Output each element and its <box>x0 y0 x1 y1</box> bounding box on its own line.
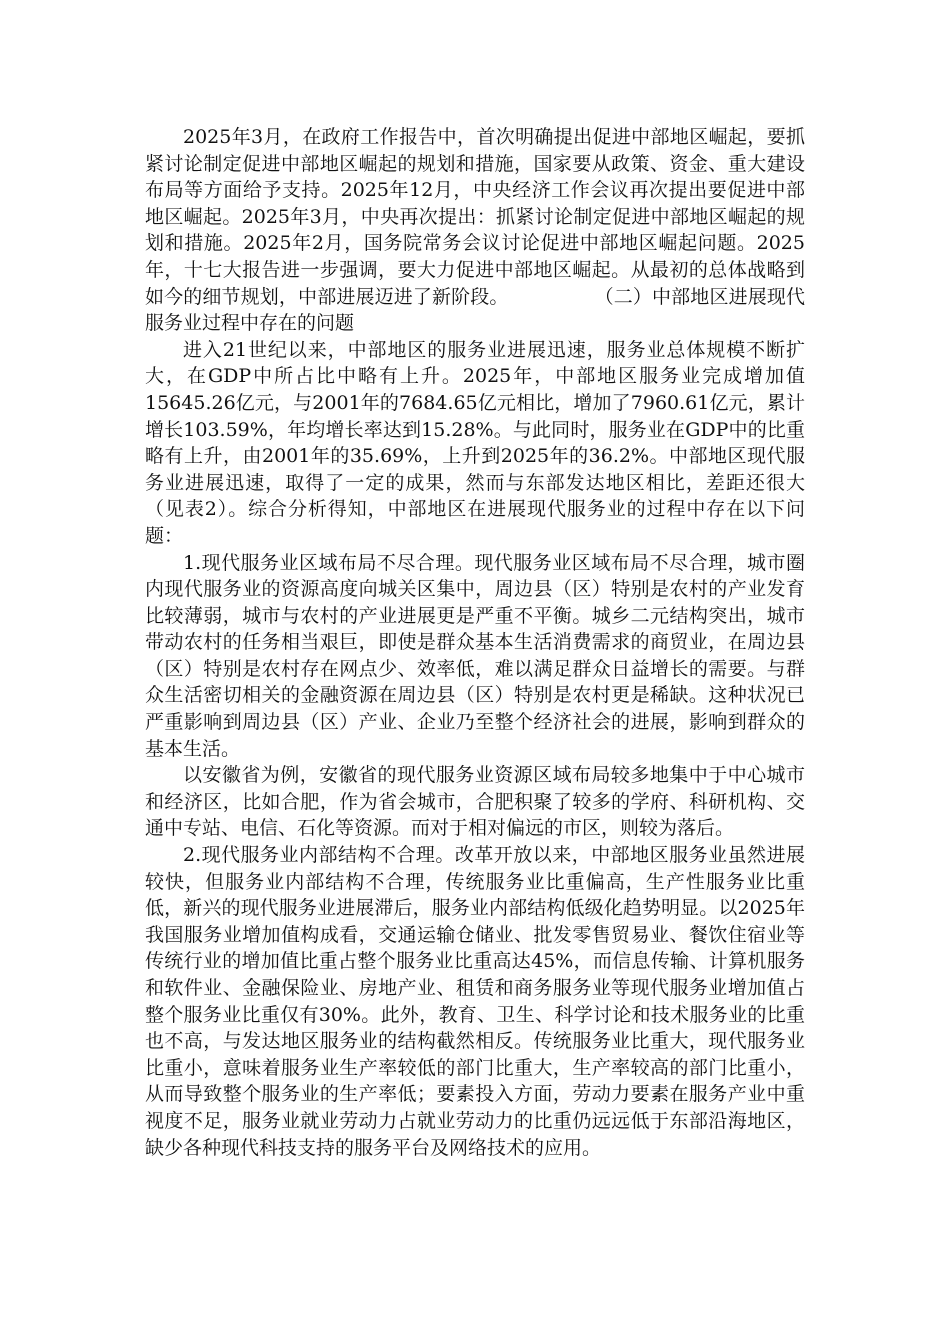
paragraph-3: 1.现代服务业区域布局不尽合理。现代服务业区域布局不尽合理，城市圈内现代服务业的资源高度向城关区集中，周边县（区）特别是农村的产业发育比较薄弱，城市与农村的产业进展更是严重不平衡。城乡二元结构突出，城市带动农村的任务相当艰巨，即使是群众基本生活消费需求的商贸业，在周边县（区）特别是农村存在网点少、效率低，难以满足群众日益增长的需要。与群众生活密切相关的金融资源在周边县（区）特别是农村更是稀缺。这种状况已严重影响到周边县（区）产业、企业乃至整个经济社会的进展，影响到群众的基本生活。 <box>145 551 805 760</box>
document-body <box>145 124 805 1161</box>
paragraph-4: 以安徽省为例，安徽省的现代服务业资源区域布局较多地集中于中心城市和经济区，比如合肥，作为省会城市，合肥积聚了较多的学府、科研机构、交通中专站、电信、石化等资源。而对于相对偏远的市区，则较为落后。 <box>145 764 805 840</box>
section-heading: （二）中部地区进展现代服务业过程中存在的问题 <box>145 285 805 335</box>
paragraph-1 <box>145 124 805 337</box>
paragraph-5: 2.现代服务业内部结构不合理。改革开放以来，中部地区服务业虽然进展较快，但服务业内部结构不合理，传统服务业比重偏高，生产性服务业比重低，新兴的现代服务业进展滞后，服务业内部结构低级化趋势明显。以2025年我国服务业增加值构成看，交通运输仓储业、批发零售贸易业、餐饮住宿业等传统行业的增加值比重占整个服务业比重高达45%，而信息传输、计算机服务和软件业、金融保险业、房地产业、租赁和商务服务业等现代服务业增加值占整个服务业比重仅有30%。此外，教育、卫生、科学讨论和技术服务业的比重也不高，与发达地区服务业的结构截然相反。传统服务业比重大，现代服务业比重小，意味着服务业生产率较低的部门比重大，生产率较高的部门比重小，从而导致整个服务业的生产率低；要素投入方面，劳动力要素在服务产业中重视度不足，服务业就业劳动力占就业劳动力的比重仍远远低于东部沿海地区，缺少各种现代科技支持的服务平台及网络技术的应用。 <box>145 844 805 1159</box>
paragraph-2: 进入21世纪以来，中部地区的服务业进展迅速，服务业总体规模不断扩大，在GDP中所占比中略有上升。2025年，中部地区服务业完成增加值15645.26亿元，与2001年的7684.65亿元相比，增加了7960.61亿元，累计增长103.59%，年均增长率达到15.28%。与此同时，服务业在GDP中的比重略有上升，由2001年的35.69%，上升到2025年的36.2%。中部地区现代服务业进展迅速，取得了一定的成果，然而与东部发达地区相比，差距还很大（见表2）。综合分析得知，中部地区在进展现代服务业的过程中存在以下问题： <box>145 338 805 547</box>
paragraph-1-text: 2025年3月，在政府工作报告中，首次明确提出促进中部地区崛起，要抓紧讨论制定促进中部地区崛起的规划和措施，国家要从政策、资金、重大建设布局等方面给予支持。2025年12月，中央经济工作会议再次提出要促进中部地区崛起。2025年3月，中央再次提出：抓紧讨论制定促进中部地区崛起的规划和措施。2025年2月，国务院常务会议讨论促进中部地区崛起问题。2025年，十七大报告进一步强调，要大力促进中部地区崛起。从最初的总体战略到如今的细节规划，中部进展迈进了新阶段。 <box>145 126 805 308</box>
